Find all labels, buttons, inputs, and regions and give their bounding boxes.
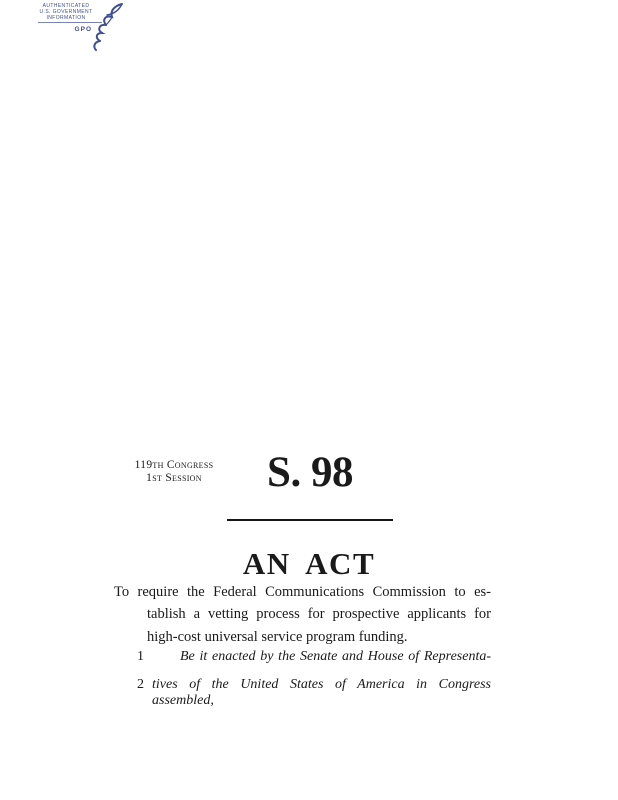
gpo-seal-line-authenticated: AUTHENTICATED [42, 3, 90, 9]
bill-text-line [118, 649, 491, 677]
act-heading: AN ACT [242, 546, 376, 581]
gpo-seal-line-information: INFORMATION [46, 15, 86, 21]
line-number: 2 [137, 677, 144, 692]
preamble-line: tablish a vetting process for prospective applicants for [147, 606, 491, 623]
gpo-seal-line-us-government: U.S. GOVERNMENT [39, 9, 93, 15]
separator-rule [227, 519, 393, 521]
enacting-clause-text: tives of the United States of America in Congress assembled, [152, 677, 491, 708]
congress-session-block [115, 459, 233, 484]
session-label: 1st Session [146, 471, 202, 484]
gpo-seal-label: GPO [74, 26, 92, 33]
bill-text-lines [118, 649, 491, 708]
gpo-eagle-icon [86, 1, 126, 53]
congress-label: 119th Congress [134, 459, 214, 471]
preamble-line: high-cost universal service program funding. [147, 628, 408, 645]
bill-preamble [114, 581, 491, 648]
enacting-clause-text: Be it enacted by the Senate and House of Representa- [180, 649, 491, 664]
gpo-authentication-seal [38, 3, 130, 55]
bill-number: S. 98 [267, 449, 353, 496]
preamble-line: To require the Federal Communications Commission to es- [114, 584, 491, 600]
line-number: 1 [137, 649, 144, 664]
bill-text-line [118, 677, 491, 708]
